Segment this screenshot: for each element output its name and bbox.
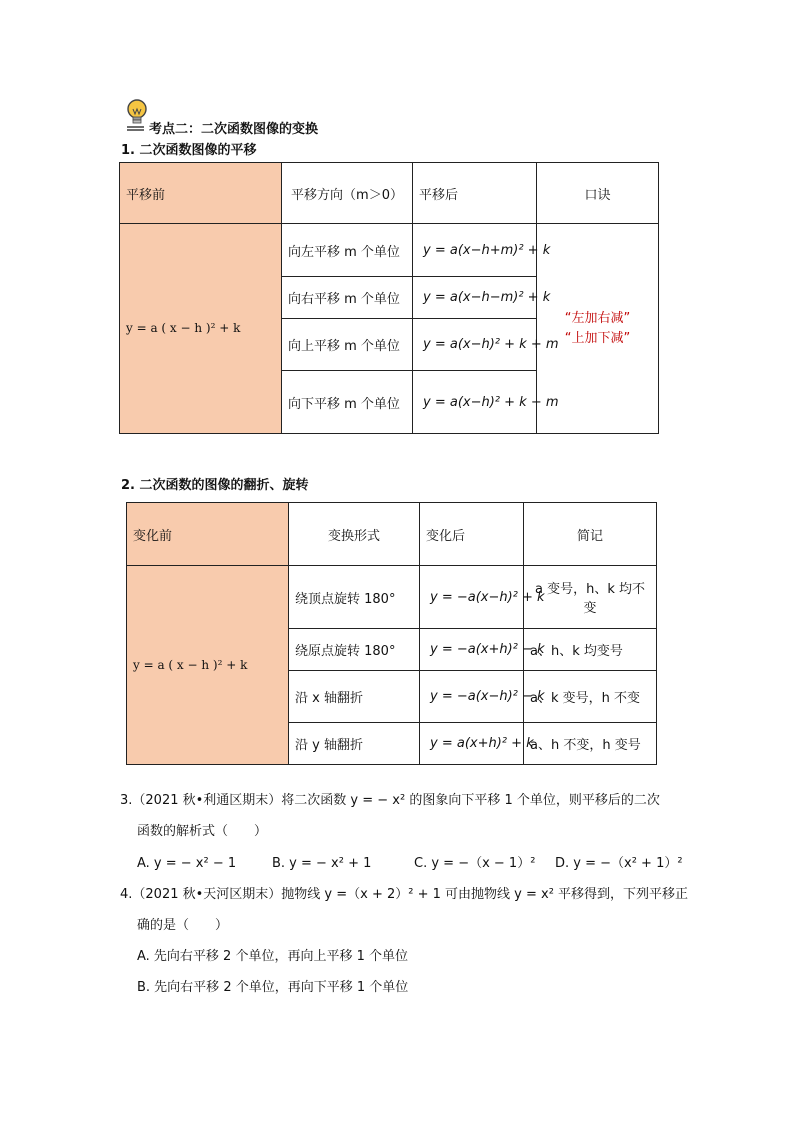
note-cell: a 变号，h、k 均不变 [524,566,657,629]
header-note: 简记 [524,503,657,566]
question-4-option-b: B. 先向右平移 2 个单位，再向下平移 1 个单位 [137,980,409,995]
result-formula: y = −a(x−h)² − k [420,671,524,723]
base-formula-cell [127,566,289,765]
subsection-translation-title: 1. 二次函数图像的平移 [121,143,257,158]
base-formula-cell [120,224,282,434]
header-before: 变化前 [127,503,289,566]
direction-cell: 向右平移 m 个单位 [282,277,413,319]
result-formula: y = a(x−h)² + k + m [413,319,537,371]
form-cell: 绕原点旋转 180° [289,629,420,671]
rhyme-up-down: “上加下减” [564,330,631,346]
header-form: 变换形式 [289,503,420,566]
question-3-line-2: 函数的解析式（ ） [137,824,268,839]
question-3-option-a: A. y = − x² − 1 [137,856,237,871]
form-cell: 绕顶点旋转 180° [289,566,420,629]
result-formula: y = a(x−h+m)² + k [413,224,537,277]
header-after: 平移后 [413,163,537,224]
header-after: 变化后 [420,503,524,566]
base-formula: y = a ( x − h )² + k [133,657,248,672]
rhyme-left-right: “左加右减” [564,310,631,326]
note-cell: a、k 变号，h 不变 [524,671,657,723]
result-formula: y = a(x+h)² + k [420,723,524,765]
result-formula: y = −a(x+h)² − k [420,629,524,671]
flip-rotate-table [126,502,657,765]
question-3-option-b: B. y = − x² + 1 [272,856,372,871]
question-3-option-d: D. y = −（x² + 1）² [555,856,683,871]
form-cell: 沿 y 轴翻折 [289,723,420,765]
question-4-line-2: 确的是（ ） [137,918,229,933]
header-rhyme: 口诀 [537,163,659,224]
result-formula: y = −a(x−h)² + k [420,566,524,629]
note-cell: a、h 不变，h 变号 [524,723,657,765]
result-formula: y = a(x−h−m)² + k [413,277,537,319]
result-formula: y = a(x−h)² + k − m [413,371,537,434]
form-cell: 沿 x 轴翻折 [289,671,420,723]
question-3-option-c: C. y = −（x − 1）² [414,856,536,871]
base-formula: y = a ( x − h )² + k [126,321,241,335]
question-4-line-1: 4.（2021 秋•天河区期末）抛物线 y =（x + 2）² + 1 可由抛物线 y = x² 平移得到，下列平移正 [120,887,689,902]
question-3-line-1: 3.（2021 秋•利通区期末）将二次函数 y = − x² 的图象向下平移 1 个单位，则平移后的二次 [120,793,660,808]
lightbulb-icon [124,98,150,132]
direction-cell: 向下平移 m 个单位 [282,371,413,434]
header-direction: 平移方向（m＞0） [282,163,413,224]
header-before: 平移前 [120,163,282,224]
direction-cell: 向上平移 m 个单位 [282,319,413,371]
subsection-flip-title: 2. 二次函数的图像的翻折、旋转 [121,478,309,493]
section-title: 考点二：二次函数图像的变换 [149,122,319,137]
translation-table [119,162,659,434]
question-4-option-a: A. 先向右平移 2 个单位，再向上平移 1 个单位 [137,949,409,964]
direction-cell: 向左平移 m 个单位 [282,224,413,277]
note-cell: a、h、k 均变号 [524,629,657,671]
